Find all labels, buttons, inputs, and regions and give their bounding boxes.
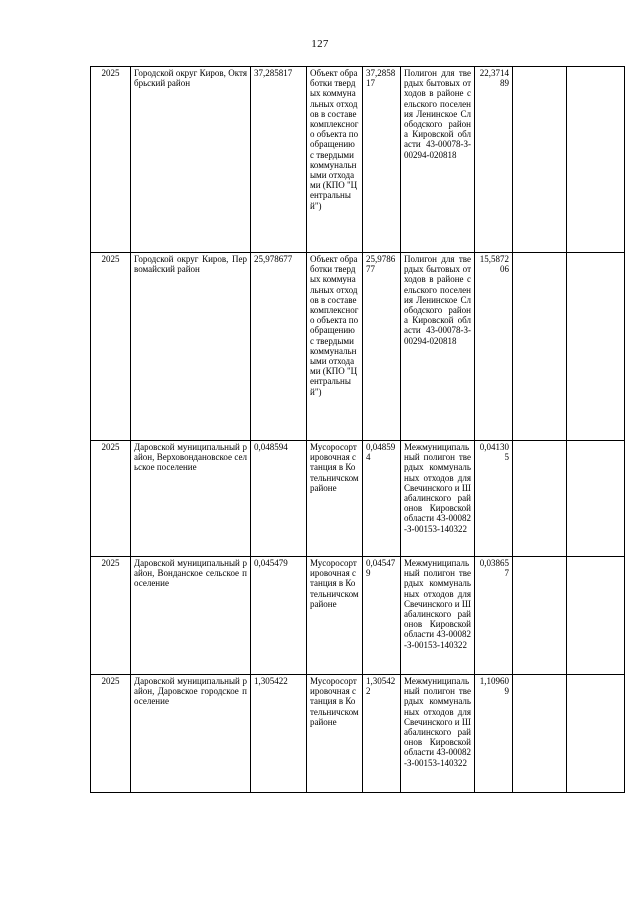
processing-object-cell: Объект обработки твердых коммунальных отходов в составе комплексного объекта по обращению с твердыми коммунальными отходами (КПО "Центральный") [307,253,363,441]
amount-generated-cell: 0,045479 [251,557,307,675]
year-cell: 2025 [91,253,131,441]
disposal-site-cell: Полигон для твердых бытовых отходов в районе сельского поселения Ленинское Слободского района Кировской области 43-00078-З-00294-020818 [401,67,475,253]
amount-generated-cell: 37,285817 [251,67,307,253]
source-territory-cell: Даровской муниципальный район, Верховондановское сельское поселение [131,441,251,557]
empty-cell [567,67,625,253]
page-number: 127 [311,38,329,50]
amount-generated-cell: 0,048594 [251,441,307,557]
amount-processed-cell: 25,978677 [363,253,401,441]
amount-processed-cell: 37,285817 [363,67,401,253]
amount-processed-cell: 1,305422 [363,675,401,793]
disposal-site-cell: Межмуниципальный полигон твердых коммунальных отходов для Свечинского и Шабалинского районов Кировской области 43-00082-З-00153-140322 [401,441,475,557]
empty-cell [567,557,625,675]
disposal-site-cell: Межмуниципальный полигон твердых коммунальных отходов для Свечинского и Шабалинского районов Кировской области 43-00082-З-00153-140322 [401,675,475,793]
amount-generated-cell: 1,305422 [251,675,307,793]
amount-disposed-cell: 0,041305 [475,441,513,557]
empty-cell [567,441,625,557]
empty-cell [513,441,567,557]
source-territory-cell: Городской округ Киров, Октябрьский район [131,67,251,253]
year-cell: 2025 [91,441,131,557]
empty-cell [513,253,567,441]
source-territory-cell: Городской округ Киров, Первомайский район [131,253,251,441]
table-row [91,441,625,557]
processing-object-cell: Мусоросортировочная станция в Котельничском районе [307,441,363,557]
amount-processed-cell: 0,045479 [363,557,401,675]
empty-cell [567,675,625,793]
amount-generated-cell: 25,978677 [251,253,307,441]
empty-cell [513,557,567,675]
source-territory-cell: Даровской муниципальный район, Даровское городское поселение [131,675,251,793]
empty-cell [513,675,567,793]
amount-disposed-cell: 1,109609 [475,675,513,793]
empty-cell [513,67,567,253]
amount-disposed-cell: 0,038657 [475,557,513,675]
year-cell: 2025 [91,675,131,793]
table-row [91,67,625,253]
table-row [91,253,625,441]
disposal-site-cell: Межмуниципальный полигон твердых коммунальных отходов для Свечинского и Шабалинского районов Кировской области 43-00082-З-00153-140322 [401,557,475,675]
amount-disposed-cell: 22,371489 [475,67,513,253]
amount-processed-cell: 0,048594 [363,441,401,557]
table-row [91,557,625,675]
year-cell: 2025 [91,67,131,253]
processing-object-cell: Объект обработки твердых коммунальных отходов в составе комплексного объекта по обращению с твердыми коммунальными отходами (КПО "Центральный") [307,67,363,253]
source-territory-cell: Даровской муниципальный район, Вонданское сельское поселение [131,557,251,675]
year-cell: 2025 [91,557,131,675]
waste-flow-table [90,66,625,793]
amount-disposed-cell: 15,587206 [475,253,513,441]
disposal-site-cell: Полигон для твердых бытовых отходов в районе сельского поселения Ленинское Слободского района Кировской области 43-00078-З-00294-020818 [401,253,475,441]
processing-object-cell: Мусоросортировочная станция в Котельничском районе [307,557,363,675]
processing-object-cell: Мусоросортировочная станция в Котельничском районе [307,675,363,793]
table-row [91,675,625,793]
empty-cell [567,253,625,441]
